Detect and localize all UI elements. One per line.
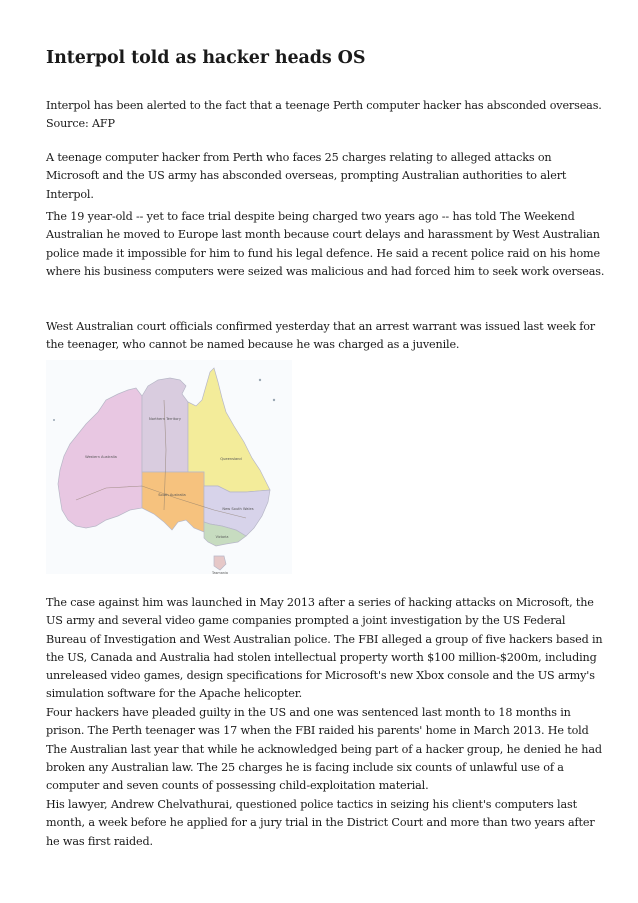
text-line: His lawyer, Andrew Chelvathurai, questioned police tactics in seizing his client's computers last [46, 798, 577, 811]
paragraph-1 [46, 149, 594, 204]
paragraph-3 [46, 318, 594, 355]
text-line: Interpol has been alerted to the fact that a teenage Perth computer hacker has absconded overseas. [46, 99, 602, 112]
text-line: month, a week before he applied for a jury trial in the District Court and more than two years after [46, 816, 595, 830]
text-line: simulation software for the Apache helicopter. [46, 687, 303, 701]
map-label-sa: South Australia [158, 493, 186, 497]
map-label-qld: Queensland [220, 457, 242, 461]
paragraph-4 [46, 594, 603, 704]
map-label-vic: Victoria [215, 535, 229, 539]
map-label-nsw: New South Wales [222, 507, 254, 511]
text-line: the US, Canada and Australia had stolen intellectual property worth $100 million-$200m, including [46, 650, 597, 664]
map-label-nt: Northern Territory [149, 417, 181, 421]
text-line: US army and several video game companies prompted a joint investigation by the US Federal [46, 614, 566, 628]
island-marker [53, 419, 55, 421]
text-line: Bureau of Investigation and West Australian police. The FBI alleged a group of five hackers based in [46, 632, 603, 646]
text-line: Source: AFP [46, 117, 115, 131]
island-marker [259, 379, 261, 381]
text-line: prison. The Perth teenager was 17 when the FBI raided his parents' home in March 2013. He told [46, 724, 589, 738]
text-line: Australian he moved to Europe last month because court delays and harassment by West Australian [46, 228, 600, 242]
island-marker [273, 399, 275, 401]
text-line: Microsoft and the US army has absconded overseas, prompting Australian authorities to alert [46, 169, 567, 183]
text-line: where his business computers were seized was malicious and had forced him to seek work overseas. [46, 264, 605, 278]
text-line: West Australian court officials confirmed yesterday that an arrest warrant was issued last week for [46, 320, 596, 333]
intro-paragraph [46, 97, 602, 134]
text-line: he was first raided. [46, 834, 153, 848]
article-title: Interpol told as hacker heads OS [46, 48, 366, 68]
text-line: The Australian last year that while he acknowledged being part of a hacker group, he denied he had [46, 742, 602, 756]
map-label-wa: Western Australia [85, 455, 117, 459]
text-line: police made it impossible for him to fund his legal defence. He said a recent police raid on his home [46, 246, 600, 260]
paragraph-2 [46, 208, 605, 281]
text-line: Four hackers have pleaded guilty in the US and one was sentenced last month to 18 months in [46, 706, 571, 719]
paragraph-6 [46, 796, 594, 851]
text-line: Interpol. [46, 187, 94, 201]
text-line: the teenager, who cannot be named because he was charged as a juvenile. [46, 338, 460, 352]
text-line: computer and seven counts of possessing child-exploitation material. [46, 779, 429, 793]
paragraph-5 [46, 704, 602, 795]
text-line: The 19 year-old -- yet to face trial despite being charged two years ago -- has told The Weekend [46, 210, 575, 223]
text-line: unreleased video games, design specifications for Microsoft's new Xbox console and the US army's [46, 669, 595, 683]
australia-map [46, 360, 292, 574]
text-line: A teenage computer hacker from Perth who faces 25 charges relating to alleged attacks on [46, 151, 552, 164]
map-label-tas: Tasmania [212, 571, 228, 574]
text-line: broken any Australian law. The 25 charges he is facing include six counts of unlawful use of a [46, 760, 564, 774]
text-line: The case against him was launched in May 2013 after a series of hacking attacks on Microsoft, the [46, 596, 594, 609]
